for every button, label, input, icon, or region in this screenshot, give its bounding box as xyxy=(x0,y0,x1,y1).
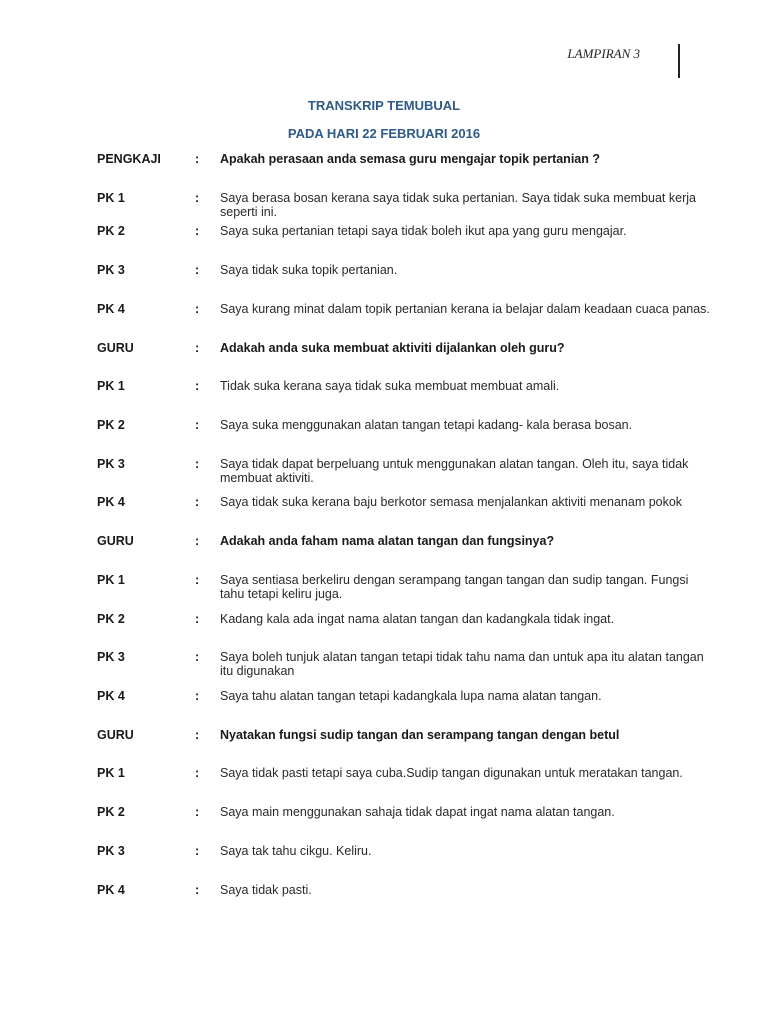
appendix-rule xyxy=(678,44,680,78)
speaker-label: GURU xyxy=(97,534,134,548)
question-text: Adakah anda faham nama alatan tangan dan fungsinya? xyxy=(220,534,555,548)
separator-colon: : xyxy=(195,573,200,587)
speaker-label: PK 2 xyxy=(97,805,125,819)
answer-text: Saya tidak suka kerana baju berkotor semasa menjalankan aktiviti menanam pokok xyxy=(220,495,683,509)
speaker-label: GURU xyxy=(97,341,134,355)
appendix-label: LAMPIRAN 3 xyxy=(567,46,640,61)
speaker-label: PK 2 xyxy=(97,224,125,238)
separator-colon: : xyxy=(195,805,200,819)
question-text: Adakah anda suka membuat aktiviti dijalankan oleh guru? xyxy=(220,341,565,355)
separator-colon: : xyxy=(195,844,200,858)
separator-colon: : xyxy=(195,379,200,393)
separator-colon: : xyxy=(195,263,200,277)
speaker-label: PENGKAJI xyxy=(97,152,161,166)
speaker-label: GURU xyxy=(97,728,134,742)
document-date: PADA HARI 22 FEBRUARI 2016 xyxy=(287,126,481,141)
speaker-label: PK 4 xyxy=(97,302,125,316)
speaker-label: PK 3 xyxy=(97,650,125,664)
separator-colon: : xyxy=(195,728,200,742)
speaker-label: PK 1 xyxy=(97,766,125,780)
answer-text: Saya tahu alatan tangan tetapi kadangkala lupa nama alatan tangan. xyxy=(220,689,602,703)
answer-text: Saya tidak dapat berpeluang untuk menggunakan alatan tangan. Oleh itu, saya tidak membuat aktiviti. xyxy=(220,457,689,485)
answer-text: Saya tidak suka topik pertanian. xyxy=(220,263,398,277)
question-text: Apakah perasaan anda semasa guru mengajar topik pertanian ? xyxy=(220,152,600,166)
separator-colon: : xyxy=(195,612,200,626)
separator-colon: : xyxy=(195,418,200,432)
speaker-label: PK 2 xyxy=(97,418,125,432)
separator-colon: : xyxy=(195,495,200,509)
question-text: Nyatakan fungsi sudip tangan dan serampang tangan dengan betul xyxy=(220,728,620,742)
separator-colon: : xyxy=(195,650,200,664)
separator-colon: : xyxy=(195,689,200,703)
answer-text: Saya sentiasa berkeliru dengan serampang tangan tangan dan sudip tangan. Fungsi tahu tetapi keliru juga. xyxy=(220,573,689,601)
speaker-label: PK 1 xyxy=(97,379,125,393)
answer-text: Saya suka menggunakan alatan tangan tetapi kadang- kala berasa bosan. xyxy=(220,418,633,432)
answer-text: Saya kurang minat dalam topik pertanian kerana ia belajar dalam keadaan cuaca panas. xyxy=(220,302,710,316)
speaker-label: PK 4 xyxy=(97,689,125,703)
speaker-label: PK 4 xyxy=(97,495,125,509)
answer-text: Saya suka pertanian tetapi saya tidak boleh ikut apa yang guru mengajar. xyxy=(220,224,627,238)
speaker-label: PK 3 xyxy=(97,263,125,277)
separator-colon: : xyxy=(195,152,200,166)
speaker-label: PK 4 xyxy=(97,883,125,897)
answer-text: Saya tidak pasti tetapi saya cuba.Sudip tangan digunakan untuk meratakan tangan. xyxy=(220,766,683,780)
answer-text: Saya boleh tunjuk alatan tangan tetapi tidak tahu nama dan untuk apa itu alatan tangan itu digunakan xyxy=(220,650,704,678)
separator-colon: : xyxy=(195,224,200,238)
document-title: TRANSKRIP TEMUBUAL xyxy=(307,98,461,113)
speaker-label: PK 1 xyxy=(97,573,125,587)
separator-colon: : xyxy=(195,766,200,780)
answer-text: Kadang kala ada ingat nama alatan tangan dan kadangkala tidak ingat. xyxy=(220,612,615,626)
separator-colon: : xyxy=(195,534,200,548)
separator-colon: : xyxy=(195,457,200,471)
speaker-label: PK 3 xyxy=(97,844,125,858)
separator-colon: : xyxy=(195,302,200,316)
speaker-label: PK 2 xyxy=(97,612,125,626)
separator-colon: : xyxy=(195,341,200,355)
answer-text: Saya berasa bosan kerana saya tidak suka pertanian. Saya tidak suka membuat kerja seperti ini. xyxy=(220,191,696,219)
answer-text: Saya tak tahu cikgu. Keliru. xyxy=(220,844,372,858)
answer-text: Saya main menggunakan sahaja tidak dapat ingat nama alatan tangan. xyxy=(220,805,615,819)
answer-text: Tidak suka kerana saya tidak suka membuat membuat amali. xyxy=(220,379,560,393)
speaker-label: PK 1 xyxy=(97,191,125,205)
separator-colon: : xyxy=(195,191,200,205)
separator-colon: : xyxy=(195,883,200,897)
speaker-label: PK 3 xyxy=(97,457,125,471)
answer-text: Saya tidak pasti. xyxy=(220,883,312,897)
